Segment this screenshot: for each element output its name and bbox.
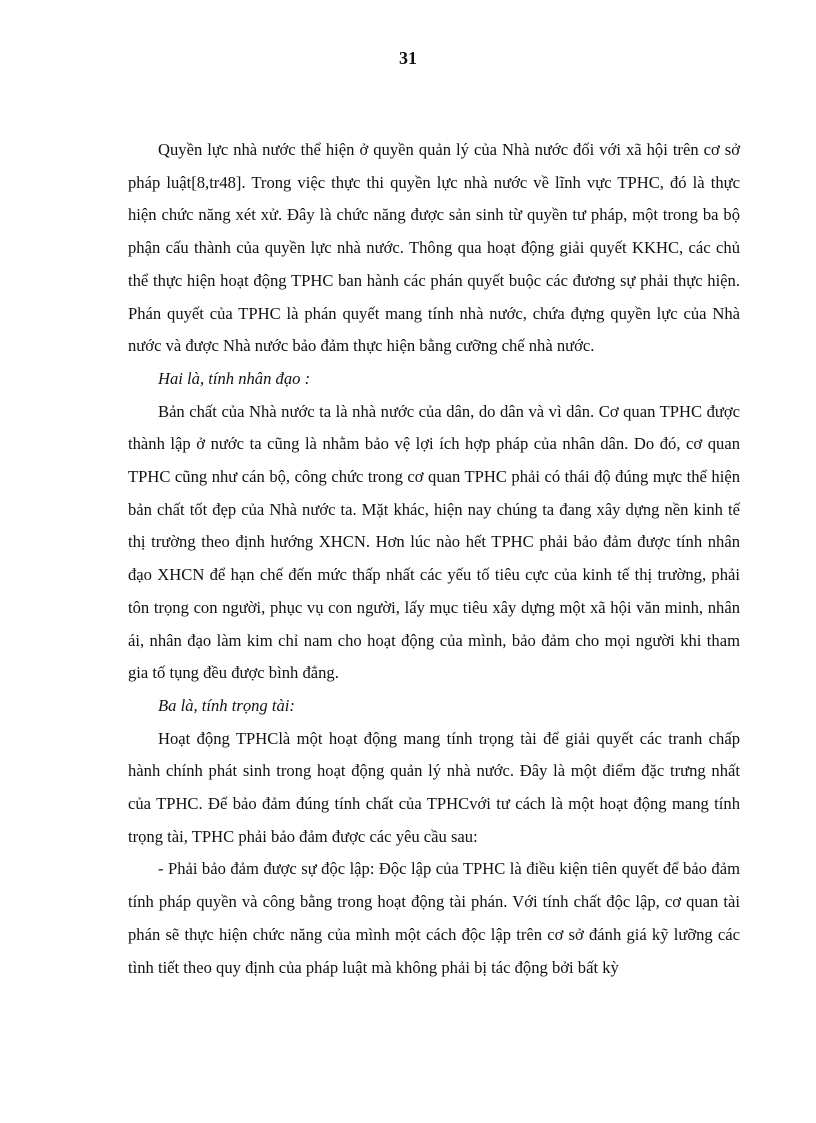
body-paragraph: Quyền lực nhà nước thể hiện ở quyền quản lý của Nhà nước đối với xã hội trên cơ sở pháp luật[8,tr48]. Trong việc thực thi quyền lực nhà nước về lĩnh vực TPHC, đó là thực hiện chức năng xét xử. Đây là chức năng được sản sinh từ quyền tư pháp, một trong ba bộ phận cấu thành của quyền lực nhà nước. Thông qua hoạt động giải quyết KKHC, các chủ thể thực hiện hoạt động TPHC ban hành các phán quyết buộc các đương sự phải thực hiện. Phán quyết của TPHC là phán quyết mang tính nhà nước, chứa đựng quyền lực của Nhà nước và được Nhà nước bảo đảm thực hiện bằng cưỡng chế nhà nước. [128, 140, 740, 356]
body-paragraph: Hoạt động TPHClà một hoạt động mang tính trọng tài để giải quyết các tranh chấp hành chính phát sinh trong hoạt động quản lý nhà nước. Đây là một điểm đặc trưng nhất của TPHC. Để bảo đảm đúng tính chất của TPHCvới tư cách là một hoạt động mang tính trọng tài, TPHC phải bảo đảm được các yêu cầu sau: [128, 728, 740, 846]
body-paragraph: - Phải bảo đảm được sự độc lập: Độc lập của TPHC là điều kiện tiên quyết để bảo đảm tính pháp quyền và công bằng trong hoạt động tài phán. Với tính chất độc lập, cơ quan tài phán sẽ thực hiện chức năng của mình một cách độc lập trên cơ sở đánh giá kỹ lưỡng các tình tiết theo quy định của pháp luật mà không phải bị tác động bởi bất kỳ [128, 859, 740, 977]
section-heading-arbitration: Ba là, tính trọng tài: [158, 695, 295, 715]
page-body [128, 134, 740, 984]
body-paragraph: Bản chất của Nhà nước ta là nhà nước của dân, do dân và vì dân. Cơ quan TPHC được thành lập ở nước ta cũng là nhằm bảo vệ lợi ích hợp pháp của nhân dân. Do đó, cơ quan TPHC cũng như cán bộ, công chức trong cơ quan TPHC phải có thái độ đúng mực thể hiện bản chất tốt đẹp của Nhà nước ta. Mặt khác, hiện nay chúng ta đang xây dựng nền kinh tế thị trường theo định hướng XHCN. Hơn lúc nào hết TPHC phải bảo đảm được tính nhân đạo XHCN để hạn chế đến mức thấp nhất các yếu tố tiêu cực của kinh tế thị trường, phải tôn trọng con người, phục vụ con người, lấy mục tiêu xây dựng một xã hội văn minh, nhân ái, nhân đạo làm kim chỉ nam cho hoạt động của mình, bảo đảm cho mọi người khi tham gia tố tụng đều được bình đẳng. [128, 401, 740, 683]
page-number: 31 [399, 48, 417, 68]
section-heading-humanity: Hai là, tính nhân đạo : [158, 368, 311, 388]
